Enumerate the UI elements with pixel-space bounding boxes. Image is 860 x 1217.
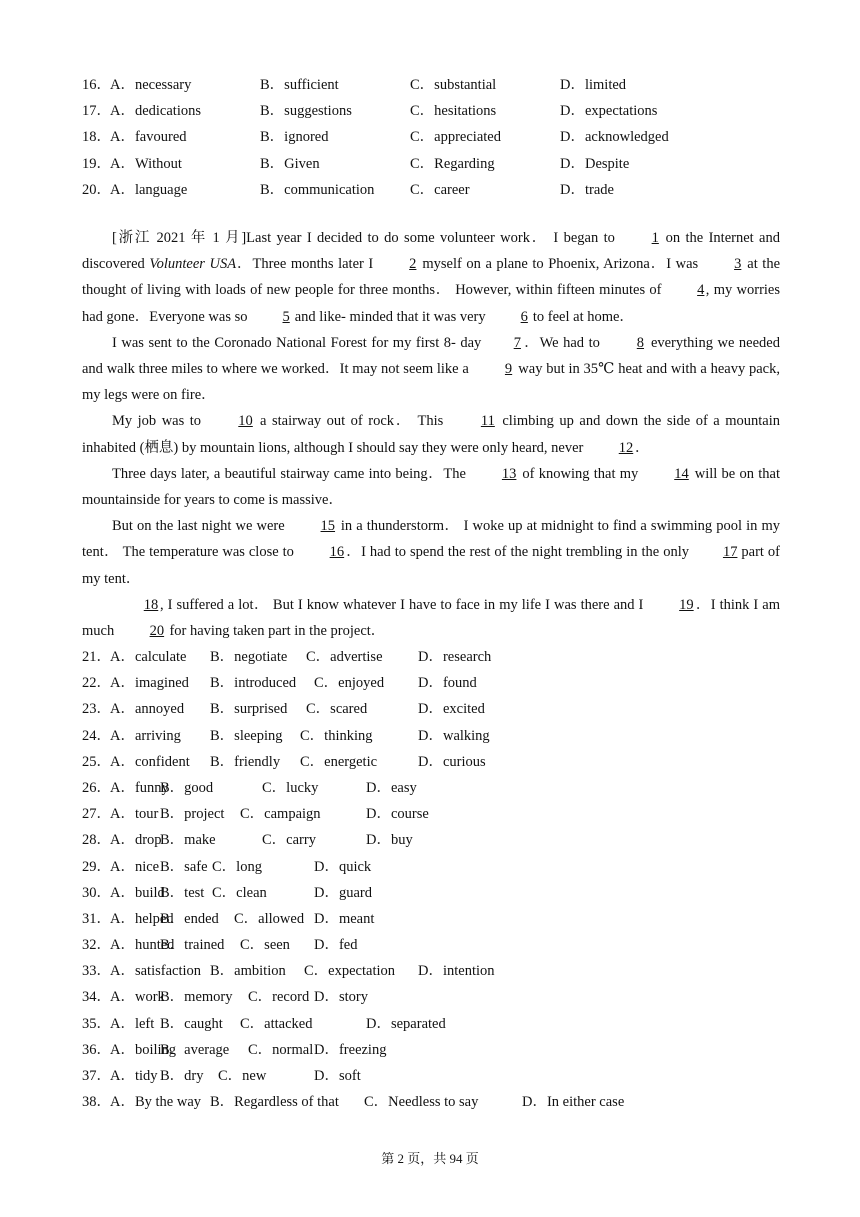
answer-option[interactable]: A．calculate [110,649,187,665]
question-number: 37． [82,1068,111,1084]
cloze-blank[interactable]: 7 [513,334,521,351]
question-number: 16． [82,77,111,93]
cloze-passage [82,225,780,644]
passage-paragraph: My job was to 10 a stairway out of rock． This 11 climbing up and down the side of a mountain inhabited (栖息) by mountain lions, although I should say they were only heard, never 12 ． [82,408,780,460]
answer-option[interactable]: C．appreciated [410,129,501,146]
answer-option[interactable]: C．clean [212,884,267,901]
question-row [82,723,782,749]
answer-option[interactable]: D．limited [560,77,627,93]
answer-option[interactable]: B．test [160,884,205,901]
answer-option[interactable]: D．easy [366,779,417,796]
answer-option[interactable]: A．boiling [110,1041,177,1058]
answer-option[interactable]: B．friendly [210,753,281,770]
options-list-21-38 [82,644,782,1115]
answer-option[interactable]: A．dedications [110,103,202,120]
question-number: 32． [82,937,111,954]
answer-option[interactable]: A．Without [110,155,182,172]
question-row [82,124,782,150]
question-number: 27． [82,806,111,823]
question-row [82,72,782,98]
page-footer: 第 2 页，共 94 页 [381,1151,479,1166]
answer-option[interactable]: B．communication [260,181,375,198]
question-number: 21． [82,649,111,665]
question-row [82,1063,782,1089]
answer-option[interactable]: A．necessary [110,77,192,93]
question-row [82,177,782,203]
answer-option[interactable]: D．buy [366,832,413,849]
answer-option[interactable]: C．scared [306,701,368,718]
question-number: 26． [82,779,111,796]
answer-option[interactable]: B．Given [260,155,320,172]
answer-option[interactable]: B．ambition [210,963,286,980]
answer-option[interactable]: C．hesitations [410,103,497,120]
passage-paragraph: 18 , I suffered a lot． But I know whatever I have to face in my life I was there and I 19 ．I think I am much 20 for having taken part in the project． [82,592,780,644]
cloze-blank[interactable]: 16 [329,544,345,561]
question-row [82,984,782,1010]
answer-option[interactable]: A．arriving [110,727,181,744]
question-number: 24． [82,727,111,744]
question-row [82,932,782,958]
answer-option[interactable]: B．suggestions [260,103,352,120]
question-row [82,827,782,853]
answer-option[interactable]: A．confident [110,753,190,770]
answer-option[interactable]: A．left [110,1015,155,1032]
question-row [82,1011,782,1037]
cloze-blank[interactable]: 19 [679,596,694,613]
cloze-blank[interactable]: 5 [282,308,290,325]
answer-option[interactable]: B．project [160,806,225,823]
answer-option[interactable]: C．substantial [410,77,497,93]
answer-option[interactable]: A．drop [110,832,162,849]
answer-option[interactable]: C．thinking [300,727,373,744]
answer-option[interactable]: D．excited [418,701,485,718]
answer-option[interactable]: B．dry [160,1068,204,1084]
question-number: 29． [82,858,111,875]
question-row [82,958,782,984]
question-row [82,670,782,696]
question-row [82,98,782,124]
answer-option[interactable]: D．soft [314,1068,361,1084]
answer-option[interactable]: B．Regardless of that [210,1094,339,1111]
answer-option[interactable]: C．new [218,1068,267,1084]
answer-option[interactable]: C．expectation [304,963,396,980]
answer-option[interactable]: B．safe [160,858,208,875]
answer-option[interactable]: D．course [366,806,429,823]
answer-option[interactable]: B．negotiate [210,649,288,665]
answer-option[interactable]: A．favoured [110,129,187,146]
cloze-blank[interactable]: 11 [480,413,495,430]
answer-option[interactable]: A．work [110,989,165,1006]
answer-option[interactable]: B．average [160,1041,230,1058]
answer-option[interactable]: A．tidy [110,1068,158,1084]
cloze-blank[interactable]: 12 [618,439,634,456]
answer-option[interactable]: B．ended [160,910,219,927]
cloze-blank[interactable]: 2 [409,256,417,273]
answer-option[interactable]: B．sleeping [210,727,283,744]
cloze-blank[interactable]: 4 [697,282,705,299]
answer-option[interactable]: B．sufficient [260,77,339,93]
answer-option[interactable]: D．guard [314,884,372,901]
answer-option[interactable]: A．nice [110,858,160,875]
question-number: 18． [82,129,111,146]
question-row [82,880,782,906]
answer-option[interactable]: B．introduced [210,675,297,692]
answer-option[interactable]: D．intention [418,963,495,980]
question-number: 36． [82,1041,111,1058]
cloze-blank[interactable]: 17 [722,544,738,561]
answer-option[interactable]: C．long [212,858,262,875]
answer-option[interactable]: B．caught [160,1015,223,1032]
answer-option[interactable]: C．allowed [234,910,305,927]
question-number: 30． [82,884,111,901]
answer-option[interactable]: D．In either case [522,1094,625,1111]
passage-paragraph: [浙江 2021 年 1 月]Last year I decided to do some volunteer work． I began to 1 on the Internet and discovered Volunteer USA．Three months later I 2 myself on a plane to Phoenix, Arizona．I was 3 at the thought of living with loads of new people for three months． However, within fifteen minutes of 4, my worries had gone．Everyone was so 5 and like- minded that it was very 6 to feel at home． [82,225,780,330]
answer-option[interactable]: A．By the way [110,1094,202,1111]
answer-option[interactable]: A．annoyed [110,701,185,718]
cloze-blank[interactable]: 1 [651,230,659,246]
question-row [82,854,782,880]
answer-option[interactable]: C．carry [262,832,316,849]
cloze-blank[interactable]: 3 [734,256,742,273]
answer-option[interactable]: C．advertise [306,649,383,665]
question-number: 28． [82,832,111,849]
question-number: 25． [82,753,111,770]
answer-option[interactable]: C．seen [240,937,290,954]
cloze-blank[interactable]: 14 [674,465,689,482]
question-row [82,749,782,775]
answer-option[interactable]: B．surprised [210,701,288,718]
answer-option[interactable]: A．satisfaction [110,963,202,980]
answer-option[interactable]: C．normal [248,1041,314,1058]
answer-option[interactable]: B．memory [160,989,233,1006]
cloze-blank[interactable]: 8 [636,334,645,351]
question-number: 19． [82,155,111,172]
answer-option[interactable]: C．career [410,181,470,198]
options-list-16-20 [82,72,782,203]
answer-option[interactable]: A．build [110,884,165,901]
question-number: 23． [82,701,111,718]
answer-option[interactable]: B．ignored [260,129,329,146]
answer-option[interactable]: D．separated [366,1015,446,1032]
question-row [82,1037,782,1063]
passage-paragraph: I was sent to the Coronado National Forest for my first 8- day 7 ．We had to 8 everything we needed and walk three miles to where we worked．It may not seem like a 9 way but in 35℃ heat and with a heavy pack, my legs were on fire． [82,330,780,409]
answer-option[interactable]: C．energetic [300,753,378,770]
answer-option[interactable]: D．curious [418,753,486,770]
answer-option[interactable]: A．funny [110,779,169,796]
question-number: 20． [82,181,111,198]
cloze-blank[interactable]: 10 [238,413,253,430]
question-row [82,696,782,722]
answer-option[interactable]: D．trade [560,181,614,198]
answer-option[interactable]: A．hunted [110,937,175,954]
cloze-blank[interactable]: 9 [504,361,513,378]
answer-option[interactable]: D．expectations [560,103,658,120]
question-number: 34． [82,989,111,1006]
answer-option[interactable]: D．quick [314,858,372,875]
answer-option[interactable]: B．trained [160,937,225,954]
question-row [82,1089,782,1115]
answer-option[interactable]: C．attacked [240,1015,313,1032]
answer-option[interactable]: C．Needless to say [364,1094,479,1111]
question-number: 17． [82,103,111,120]
question-number: 38． [82,1094,111,1111]
question-row [82,775,782,801]
question-number: 33． [82,963,111,980]
question-row [82,801,782,827]
answer-option[interactable]: C．record [248,989,310,1006]
answer-option[interactable]: A．tour [110,806,159,823]
cloze-blank[interactable]: 15 [320,518,336,535]
answer-option[interactable]: A．imagined [110,675,189,692]
answer-option[interactable]: D．walking [418,727,490,744]
answer-option[interactable]: B．good [160,779,214,796]
answer-option[interactable]: B．make [160,832,216,849]
answer-option[interactable]: C．enjoyed [314,675,385,692]
answer-option[interactable]: D．acknowledged [560,129,669,146]
answer-option[interactable]: D．research [418,649,492,665]
cloze-blank[interactable]: 6 [520,308,528,325]
cloze-blank[interactable]: 13 [501,465,517,482]
answer-option[interactable]: C．campaign [240,806,321,823]
question-number: 22． [82,675,111,692]
question-row [82,644,782,670]
answer-option[interactable]: D．fed [314,937,358,954]
answer-option[interactable]: C．lucky [262,779,319,796]
passage-paragraph: But on the last night we were 15 in a thunderstorm． I woke up at midnight to find a swimming pool in my tent． The temperature was close to 16 ．I had to spend the rest of the night trembling in the only 17 part of my tent． [82,513,780,592]
answer-option[interactable]: A．helped [110,910,174,927]
passage-paragraph: Three days later, a beautiful stairway came into being．The 13 of knowing that my 14 will be on that mountainside for years to come is massive． [82,461,780,513]
question-number: 31． [82,910,111,927]
question-row [82,906,782,932]
answer-option[interactable]: C．Regarding [410,155,495,172]
answer-option[interactable]: D．freezing [314,1041,387,1058]
answer-option[interactable]: D．story [314,989,368,1006]
answer-option[interactable]: D．found [418,675,477,692]
cloze-blank[interactable]: 20 [149,623,165,640]
answer-option[interactable]: D．meant [314,910,375,927]
answer-option[interactable]: D．Despite [560,155,630,172]
cloze-blank[interactable]: 18 [143,596,159,613]
italic-title: Volunteer USA [149,256,237,273]
question-row [82,151,782,177]
question-number: 35． [82,1015,111,1032]
answer-option[interactable]: A．language [110,181,188,198]
